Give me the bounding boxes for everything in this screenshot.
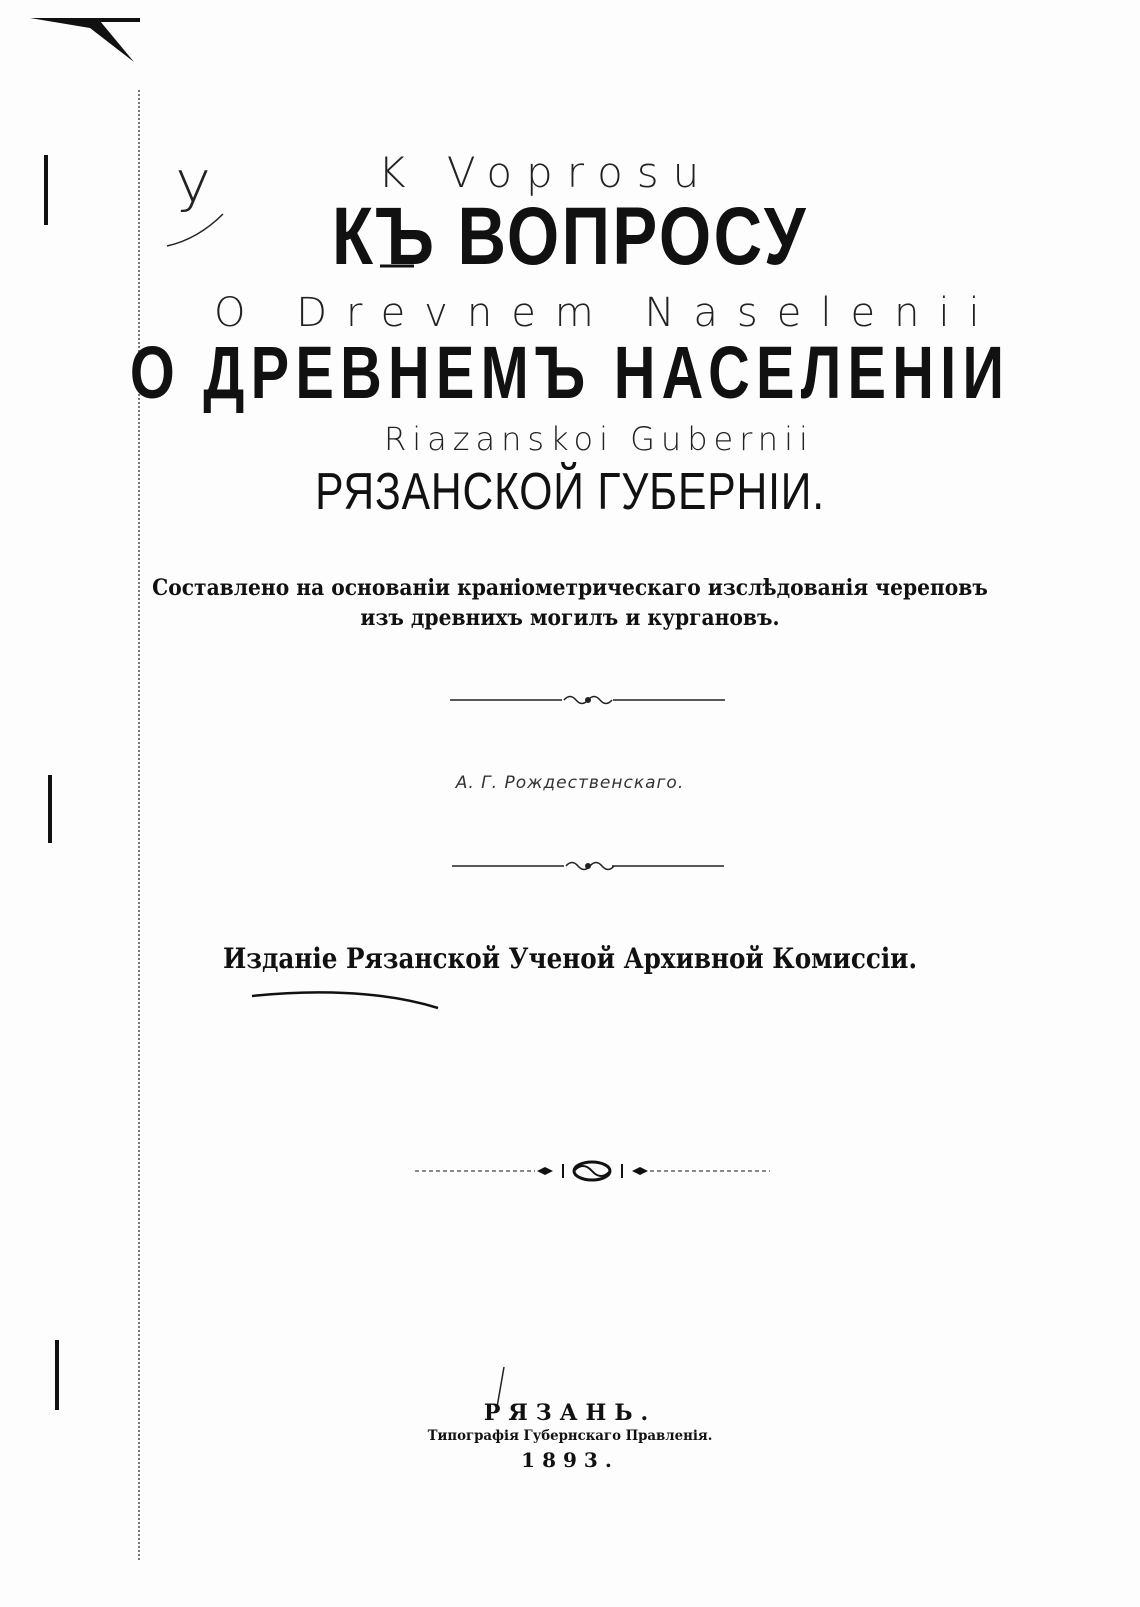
subtitle-line-2: изъ древнихъ могилъ и кургановъ. [360,605,780,631]
binding-edge [138,90,140,1560]
imprint-year: 1893. [521,1448,619,1472]
handwritten-region: Riazanskoi Gubernii [384,420,814,458]
corner-fold-mark [30,18,140,68]
ornament-divider [415,1158,770,1184]
imprint-press: Типографiя Губернскаго Правленiя. [427,1428,713,1444]
title-line-2: О ДРЕВНЕМЪ НАСЕЛЕНIИ [129,331,1011,414]
handwritten-subtitle: O Drevnem Naselenii [214,290,999,336]
handwritten-title: K Voprosu [378,148,714,197]
subtitle-line-1: Составлено на основанiи кранiометрическаго изслѣдованiя череповъ [152,575,988,601]
handwritten-underline [250,988,440,1012]
ornament-divider [450,692,725,708]
author: А. Г. Рождественскаго. [455,773,685,793]
imprint-city: РЯЗАНЬ. [483,1400,657,1426]
publisher: Изданiе Рязанской Ученой Архивной Комиссiи. [222,942,918,975]
title-line-1: КЪ ВОПРОСУ [331,191,809,282]
handwritten-initial: У [176,160,211,225]
left-edge-mark [44,155,48,225]
ornament-divider [452,858,724,874]
title-line-3: РЯЗАНСКОЙ ГУБЕРНIИ. [315,463,825,521]
